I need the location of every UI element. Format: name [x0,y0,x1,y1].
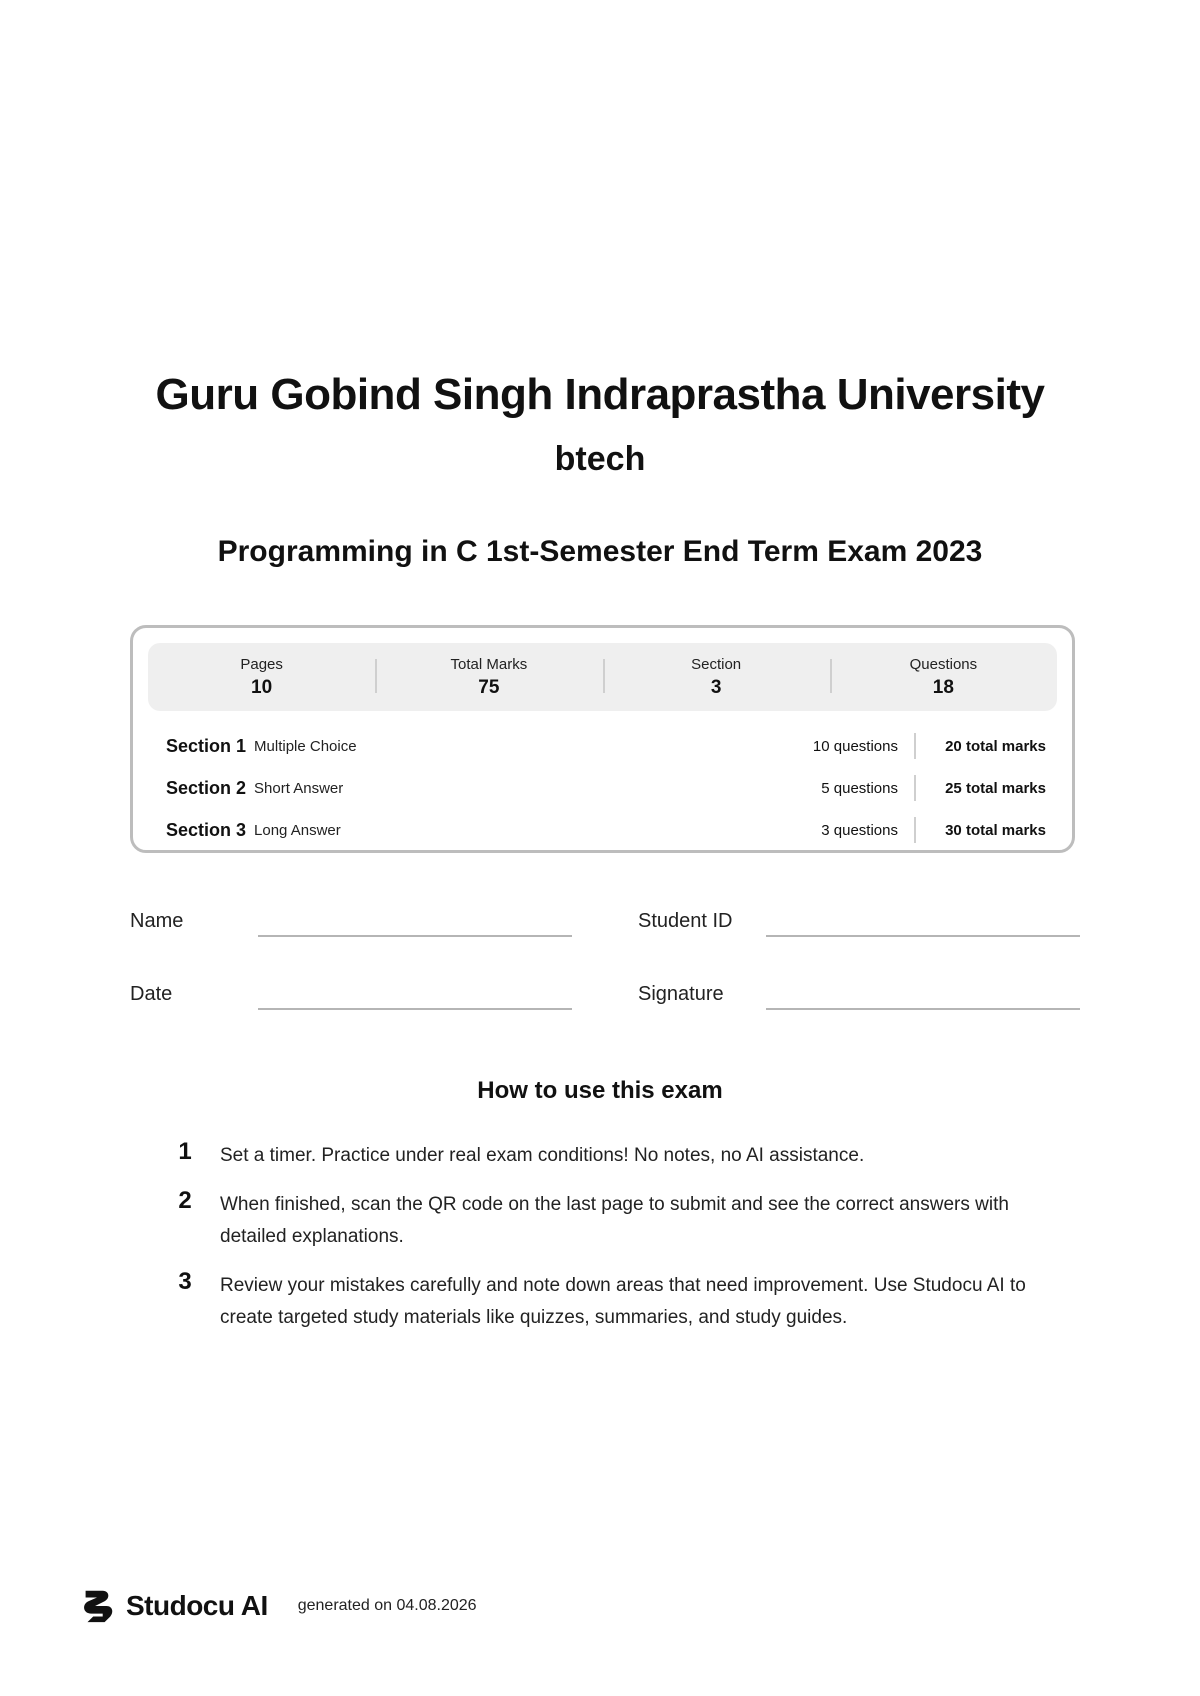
exam-summary-card [130,625,1075,853]
date-field[interactable] [258,1008,572,1010]
section-type: Multiple Choice [254,737,357,755]
section-question-count: 3 questions [821,821,898,839]
section-name: Section 2 [166,777,247,798]
step-number: 3 [178,1268,192,1295]
footer [78,1584,477,1628]
section-marks-value: 25 [945,779,962,797]
stat-value: 3 [710,676,722,698]
signature-field[interactable] [766,1008,1080,1010]
step-number: 1 [178,1138,192,1165]
section-row-1 [166,731,1046,761]
stat-questions [830,643,1057,711]
name-label: Name [130,910,184,932]
stat-value: 10 [251,676,273,698]
stat-section [603,643,830,711]
date-label: Date [130,983,173,1005]
stat-value: 75 [478,676,500,698]
stat-label: Pages [240,655,283,673]
university-title: Guru Gobind Singh Indraprastha University [155,370,1045,419]
section-row-3 [166,815,1046,845]
signature-label: Signature [638,983,724,1005]
name-field[interactable] [258,935,572,937]
studocu-logo-icon [78,1587,116,1625]
section-marks [916,822,1046,839]
section-type: Long Answer [254,821,341,839]
step-text: Set a timer. Practice under real exam conditions! No notes, no AI assistance. [220,1145,865,1166]
section-marks-label: total marks [965,737,1046,755]
section-marks-label: total marks [965,821,1046,839]
section-marks [916,738,1046,755]
instruction-step-1 [160,1140,1060,1172]
section-name: Section 1 [166,735,247,756]
section-type: Short Answer [254,779,344,797]
stat-pages [148,643,375,711]
section-marks-value: 30 [945,821,962,839]
step-number: 2 [178,1187,192,1214]
step-text: Review your mistakes carefully and note down areas that need improvement. Use Studocu AI to create targeted study materials like quizzes, summaries, and study guides. [220,1275,1026,1328]
step-text: When finished, scan the QR code on the last page to submit and see the correct answers with detailed explanations. [220,1194,1009,1247]
program-name: btech [554,440,646,478]
section-marks-label: total marks [965,779,1046,797]
section-question-count: 10 questions [812,737,898,755]
stat-value: 18 [932,676,954,698]
student-id-field[interactable] [766,935,1080,937]
section-name: Section 3 [166,819,247,840]
section-row-2 [166,773,1046,803]
stat-label: Total Marks [450,655,528,673]
section-question-count: 5 questions [821,779,898,797]
exam-title: Programming in C 1st-Semester End Term Exam 2023 [217,535,983,568]
stat-label: Questions [909,655,978,673]
stat-label: Section [691,655,742,673]
section-marks-value: 20 [945,737,962,755]
generated-date: generated on 04.08.2026 [297,1597,477,1614]
stat-total-marks [375,643,602,711]
brand-name: Studocu AI [126,1590,268,1621]
student-id-label: Student ID [638,910,733,932]
section-marks [916,780,1046,797]
stats-bar [148,643,1057,711]
how-to-heading: How to use this exam [477,1077,723,1104]
instruction-step-2 [160,1189,1060,1253]
instruction-step-3 [160,1270,1060,1334]
